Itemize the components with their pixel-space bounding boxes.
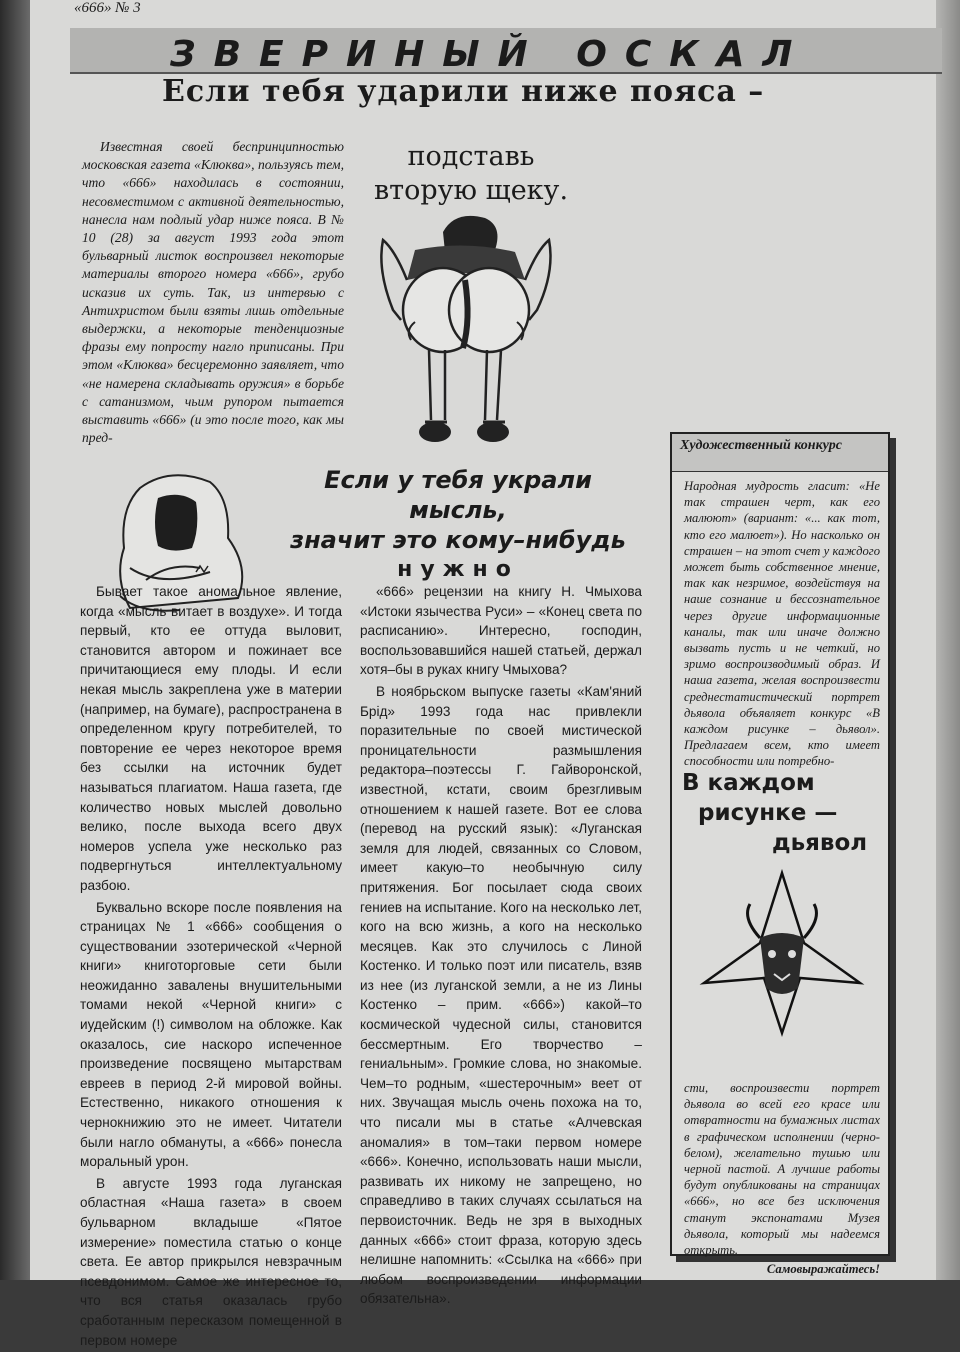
subheadline: подставь вторую щеку. [373, 141, 569, 206]
article1-column1-text: Известная своей беспринципностью московская газета «Клюква», пользуясь тем, что «666» находилась в состоянии, несовместимом с активной деятельностью, нанесла нам подлый удар ниже пояса. В № 10 (28) за август 1993 года этот бульварный листок воспроизвел некоторые материалы второго номера «666», грубо исказив их суть. Так, из интервью с Антихристом были взяты лишь отдельные выдержки, а некоторые тенденциозные фразы ему попросту нагло приписаны. При этом «Клюква» бесцеремонно заявляет, что «не намерена складывать оружия» в борьбе с сатанизмом, чьим рупором пытается выставить «666» (и это после того, как мы пред- [82, 139, 344, 446]
goat-pentagram-illustration [702, 868, 862, 1038]
rubric-bar [70, 28, 942, 74]
art-contest-box [670, 432, 890, 1277]
contest-text-top: Народная мудрость гласит: «Не так страшен черт, как его малюют» (вариант: «... как тот, кто его малюет»). Но насколько он страшен – на этот счет у каждого может быть собственное мнение, так как незримое, воздействуя на наше сознание и бессознательное через другие информационные каналы, так или иначе должно вызвать пусть и не четкий, но зримо воспроизводимый образ. И наша газета, желая воспроизвести среднестатистический портрет дьявола объявляет конкурс «В каждом рисунке – дьявол». Предлагаем всем, кто имеет способности или потребно- [684, 479, 880, 769]
contest-headline-line2: рисунке — [698, 800, 838, 826]
paragraph: В ноябрьском выпуске газеты «Кам'яний Брід» 1993 года нас привлекли поразительные по своей мистической проницательности размышления редактора–поэтессы Г. Гайворонской, известной, кстати, своим брезгливым отношением к нашей газете. Вот ее слова (перевод на русский язык): «Луганская земля для людей, связанных со Словом, имеет какую–то необычную силу притяжения. Бог посылает сюда своих гениев на испытание. Кого на несколько лет, кого на всю жизнь, а кого на несколько месяцев. Как это случилось с Линой Костенко. И только поэт или писатель, взяв из нее (из луганской земли, а не из Лины Костенко – прим. «666») какой–то космической чудесной силы, становится бессмертным. Его творчество – гениальным». Громкие слова, но знакомые. Чем–то родным, «шестерочным» веет от них. Звучащая мысль очень похожа на то, что писали мы в статье «Алчевская аномалия» в том–таки первом номере «666». Конечно, использовать наши мысли, развивать их никому не запрещено, но справедливо в таких случаях ссылаться на первоисточник. Ведь не зря в выходных данных «666» стоит фраза, которую здесь нелишне напомнить: «Ссылка на «666» при любом воспроизведении информации обязательна». [360, 683, 642, 1307]
contest-headline-line3: дьявол [772, 830, 868, 856]
contest-label: Художественный конкурс [672, 434, 888, 472]
article2-headline-line1: Если у тебя украли мысль, [324, 466, 592, 524]
paragraph: Бывает такое аномальное явление, когда «мысль витает в воздухе». И тогда первый, кто ее оттуда выловит, становится автором и пожинает все причитающиеся ему плоды. И если некая мысль закреплена уже в материи (например, на бумаге), распространена в определенном кругу потребителей, то повторение ее через некоторое время без ссылки на источник будет называться плагиатом. Наша газета, где количество новых мыслей довольно велико, после выхода всего двух номеров успела уже несколько раз подвергнуться интеллектуальному разбою. [80, 584, 342, 893]
contest-headline [682, 768, 882, 858]
contest-headline-line1: В каждом [682, 770, 815, 796]
contest-text-bottom-body: сти, воспроизвести портрет дьявола во всей его красе или отвратности на бумажных листах в графическом исполнении (черно-белом), желательно тушью или черной пастой. А лучшие работы будут опубликованы на страницах «666», но все без исключения станут экспонатами Музея дьявола, который мы надеемся открыть. [684, 1081, 880, 1258]
contest-text-bottom [684, 1080, 880, 1277]
page-edge [936, 0, 960, 1280]
article2-headline-line2: значит это кому–нибудь [290, 526, 626, 554]
bending-figure-illustration [375, 210, 555, 455]
article2-headline-line3: нужно [397, 557, 519, 582]
page-gutter [0, 0, 30, 1280]
issue-number: «666» № 3 [74, 0, 141, 16]
paragraph: В августе 1993 года луганская областная «Наша газета» в своем бульварном вкладыше «Пятое измерение» поместила статью о конце света. Ее автор прикрылся невзрачным псевдонимом. Самое же интересное то, что вся статья оказалась грубо сработанным пересказом помещенной в первом номере [80, 1175, 342, 1348]
article2-column1 [80, 582, 342, 1352]
article2-column2 [360, 582, 642, 1311]
rubric-title: ЗВЕРИНЫЙ ОСКАЛ [170, 34, 811, 75]
headline: Если тебя ударили ниже пояса – [162, 74, 765, 109]
newspaper-page [30, 0, 960, 1348]
article2-headline [274, 465, 642, 585]
paragraph: «666» рецензии на книгу Н. Чмыхова «Истоки язычества Руси» – «Конец света по расписанию». Интересно, господин, воспользовавшийся нашей статьей, держал хотя–бы в руках книгу Чмыхова? [360, 584, 642, 678]
contest-closing: Самовыражайтесь! [766, 1262, 880, 1277]
article1-column1 [82, 138, 344, 447]
paragraph: Буквально вскоре после появления на страницах № 1 «666» сообщения о существовании эзотерической «Черной книги» книготорговые сети были неожиданно завалены внушительными томами некой «Черной книги» с иудейским (!) символом на обложке. Как оказалось, сие наскоро испеченное произведение посвящено мытарствам евреев в период 2-й мировой войны. Естественно, никакого отношения к чернокнижию это не имеет. Читатели были нагло обмануты, а «666» понесла моральный урон. [80, 899, 342, 1170]
